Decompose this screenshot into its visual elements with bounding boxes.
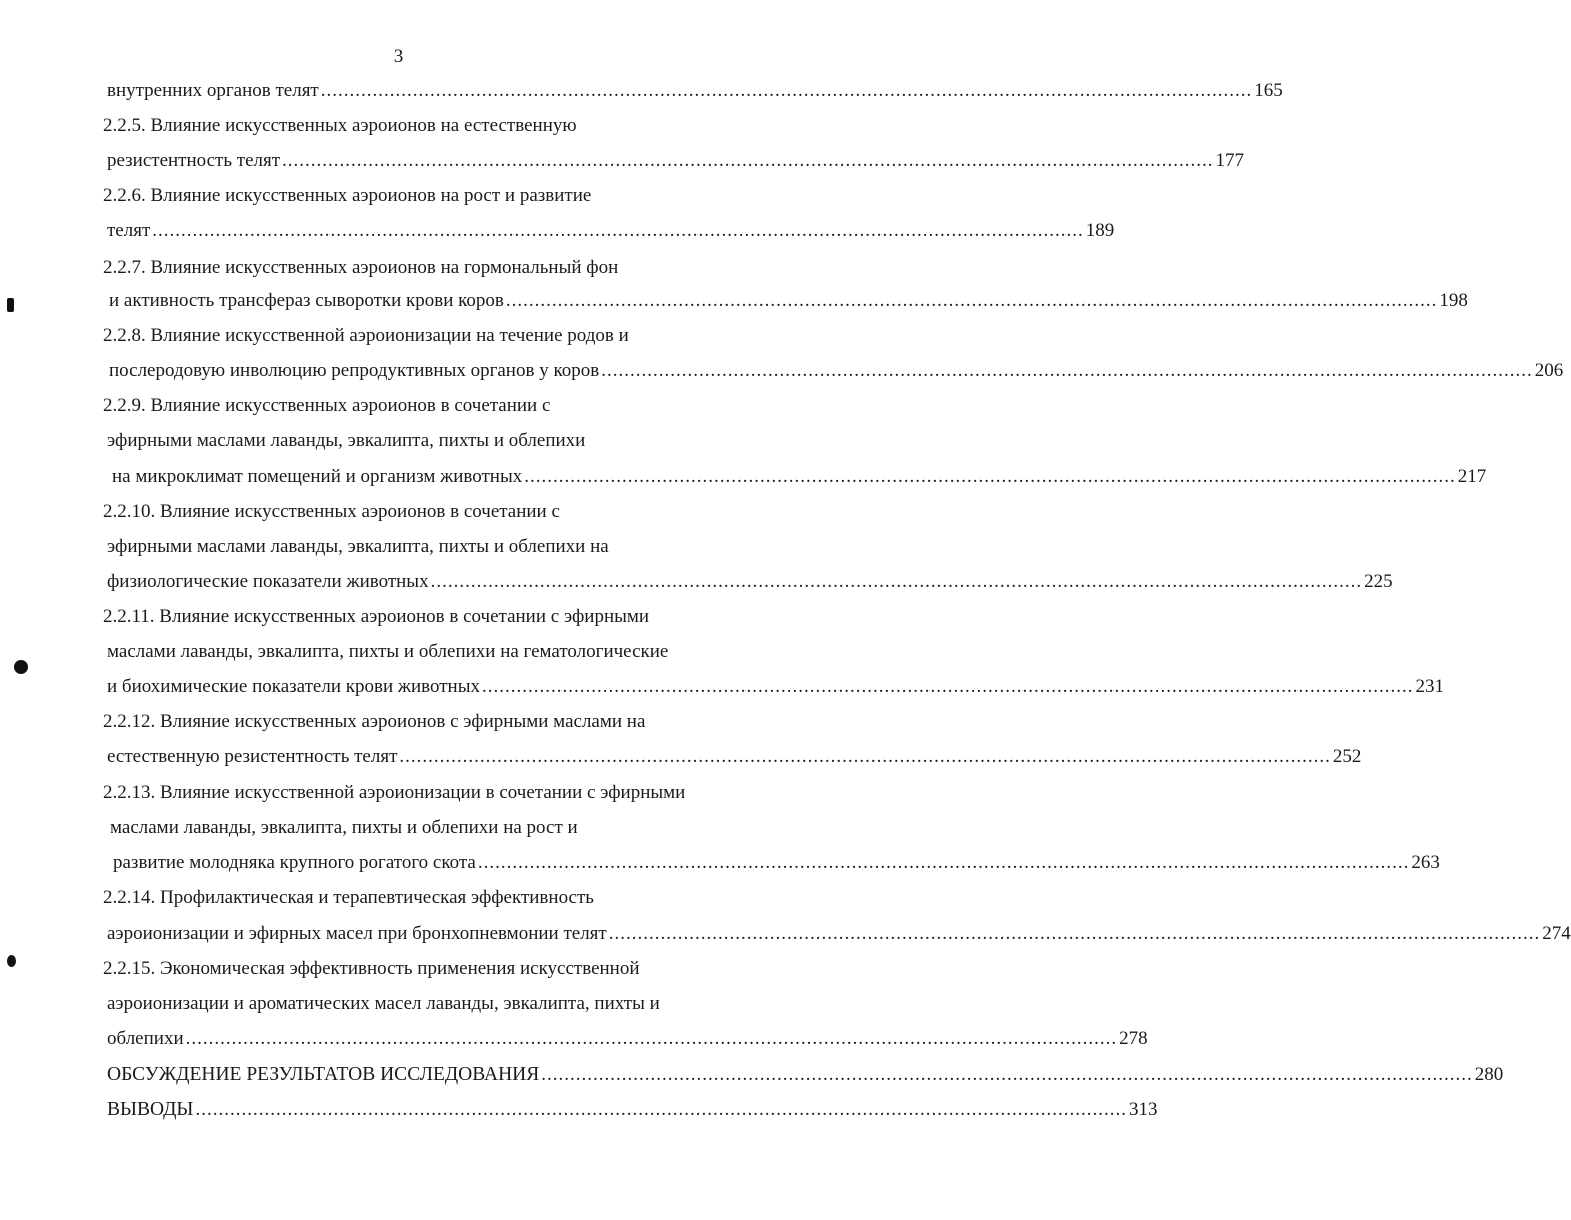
- toc-entry-page: 231: [1415, 676, 1444, 697]
- toc-entry: [107, 1098, 1158, 1122]
- page-number: 3: [393, 46, 404, 67]
- toc-entry: [107, 922, 1571, 946]
- toc-entry-text: резистентность телят: [107, 150, 281, 171]
- toc-heading: 2.2.13. Влияние искусственной аэроионизации в сочетании с эфирными: [103, 782, 686, 803]
- toc-entry: [107, 745, 1362, 769]
- toc-heading: 2.2.9. Влияние искусственных аэроионов в сочетании с: [103, 395, 551, 416]
- leader-dots: ..................................................................................................................................................................: [608, 923, 1541, 944]
- toc-heading: 2.2.12. Влияние искусственных аэроионов с эфирными маслами на: [103, 711, 646, 732]
- leader-dots: ..................................................................................................................................................................: [477, 852, 1410, 873]
- toc-entry-text: аэроионизации и эфирных масел при бронхопневмонии телят: [107, 923, 607, 944]
- scan-speck: [14, 660, 28, 674]
- toc-entry: [107, 149, 1245, 173]
- toc-entry-text: облепихи: [107, 1028, 184, 1049]
- toc-entry-page: 217: [1457, 466, 1487, 487]
- leader-dots: ..................................................................................................................................................................: [482, 676, 1414, 697]
- toc-entry-page: 165: [1254, 80, 1283, 101]
- leader-dots: ..................................................................................................................................................................: [430, 571, 1363, 592]
- toc-entry-page: 177: [1215, 150, 1245, 171]
- toc-heading: 2.2.8. Влияние искусственной аэроионизации на течение родов и: [103, 325, 629, 346]
- leader-dots: ..................................................................................................................................................................: [541, 1064, 1473, 1085]
- toc-entry: [109, 359, 1564, 383]
- toc-entry-page: 252: [1332, 746, 1362, 767]
- toc-entry: [107, 570, 1393, 594]
- toc-heading: эфирными маслами лаванды, эвкалипта, пихты и облепихи: [107, 430, 586, 451]
- toc-entry-page: 313: [1128, 1099, 1158, 1120]
- toc-heading: 2.2.15. Экономическая эффективность применения искусственной: [103, 958, 640, 979]
- toc-entry-text: послеродовую инволюцию репродуктивных органов у коров: [109, 360, 600, 381]
- toc-entry: [107, 675, 1444, 699]
- toc-heading: маслами лаванды, эвкалипта, пихты и облепихи на гематологические: [107, 641, 669, 662]
- leader-dots: ..................................................................................................................................................................: [282, 150, 1214, 171]
- toc-entry-text: на микроклимат помещений и организм животных: [112, 466, 523, 487]
- toc-entry-text: развитие молодняка крупного рогатого скота: [113, 852, 476, 873]
- toc-heading: 2.2.7. Влияние искусственных аэроионов на гормональный фон: [103, 257, 619, 278]
- toc-entry-page: 278: [1119, 1028, 1148, 1049]
- toc-entry: [112, 465, 1487, 489]
- leader-dots: ..................................................................................................................................................................: [505, 290, 1438, 311]
- toc-entry: [113, 851, 1440, 875]
- toc-entry-text: физиологические показатели животных: [107, 571, 429, 592]
- toc-entry-text: ВЫВОДЫ: [107, 1099, 194, 1120]
- toc-entry: [107, 219, 1115, 243]
- toc-heading: 2.2.14. Профилактическая и терапевтическая эффективность: [103, 887, 594, 908]
- toc-heading: эфирными маслами лаванды, эвкалипта, пихты и облепихи на: [107, 536, 609, 557]
- toc-entry-text: ОБСУЖДЕНИЕ РЕЗУЛЬТАТОВ ИССЛЕДОВАНИЯ: [107, 1064, 540, 1085]
- toc-entry: [109, 289, 1468, 313]
- leader-dots: ..................................................................................................................................................................: [399, 746, 1331, 767]
- toc-entry-page: 206: [1534, 360, 1564, 381]
- toc-entry: [107, 79, 1283, 103]
- leader-dots: ..................................................................................................................................................................: [152, 220, 1084, 241]
- leader-dots: ..................................................................................................................................................................: [185, 1028, 1118, 1049]
- toc-entry: [107, 1063, 1504, 1087]
- toc-entry-text: естественную резистентность телят: [107, 746, 398, 767]
- toc-entry-text: и активность трансфераз сыворотки крови коров: [109, 290, 504, 311]
- toc-heading: 2.2.10. Влияние искусственных аэроионов в сочетании с: [103, 501, 560, 522]
- leader-dots: ..................................................................................................................................................................: [601, 360, 1533, 381]
- toc-entry-text: внутренних органов телят: [107, 80, 319, 101]
- leader-dots: ..................................................................................................................................................................: [320, 80, 1253, 101]
- scan-speck: [7, 955, 16, 967]
- toc-entry-page: 198: [1439, 290, 1468, 311]
- toc-heading: 2.2.11. Влияние искусственных аэроионов в сочетании с эфирными: [103, 606, 650, 627]
- toc-heading: 2.2.6. Влияние искусственных аэроионов на рост и развитие: [103, 185, 592, 206]
- toc-entry-page: 274: [1542, 923, 1571, 944]
- toc-entry-page: 225: [1364, 571, 1393, 592]
- toc-entry-page: 189: [1085, 220, 1115, 241]
- toc-entry-text: телят: [107, 220, 151, 241]
- toc-entry-page: 263: [1411, 852, 1440, 873]
- toc-heading: аэроионизации и ароматических масел лаванды, эвкалипта, пихты и: [107, 993, 660, 1014]
- toc-entry-page: 280: [1474, 1064, 1504, 1085]
- scan-speck: [7, 298, 14, 312]
- toc-entry: [107, 1027, 1148, 1051]
- toc-heading: маслами лаванды, эвкалипта, пихты и облепихи на рост и: [110, 817, 578, 838]
- toc-entry-text: и биохимические показатели крови животных: [107, 676, 480, 697]
- toc-heading: 2.2.5. Влияние искусственных аэроионов на естественную: [103, 115, 577, 136]
- leader-dots: ..................................................................................................................................................................: [195, 1099, 1127, 1120]
- leader-dots: ..................................................................................................................................................................: [524, 466, 1456, 487]
